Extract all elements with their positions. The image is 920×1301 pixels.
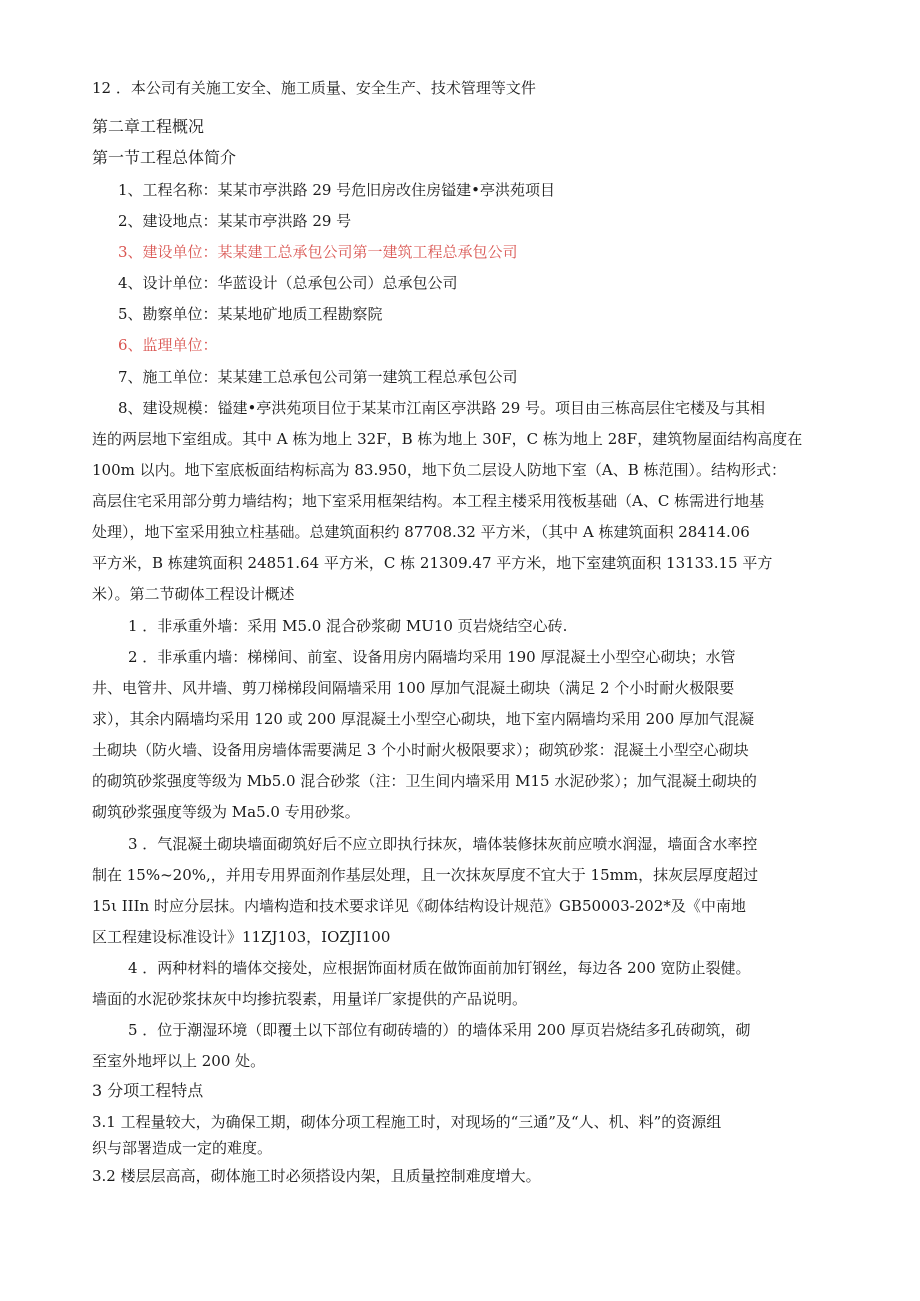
masonry-item-2-line: 井、电管井、风井墙、剪刀梯梯段间隔墙采用 100 厚加气混凝土砌块（满足 2 个小时耐火极限要 bbox=[92, 679, 735, 697]
scale-line: 高层住宅采用部分剪力墙结构；地下室采用框架结构。本工程主楼采用筏板基础（A、C 栋需进行地基 bbox=[92, 492, 765, 510]
masonry-item-3-line bbox=[92, 927, 390, 947]
masonry-item-3-standard: IOZJI100 bbox=[321, 928, 391, 946]
masonry-item-3-line: 制在 15%~20%,，并用专用界面剂作基层处理，且一次抹灰厚度不宜大于 15mm，抹灰层厚度超过 bbox=[92, 866, 759, 884]
section-1-title: 第一节工程总体简介 bbox=[92, 148, 237, 167]
masonry-item-2-line: 求），其余内隔墙均采用 120 或 200 厚混凝土小型空心砌块，地下室内隔墙均采用 200 厚加气混凝 bbox=[92, 710, 755, 728]
masonry-item-5-line: 至室外地坪以上 200 处。 bbox=[92, 1052, 266, 1070]
masonry-item-3-line: 3 ．气混凝土砌块墙面砌筑好后不应立即执行抹灰，墙体装修抹灰前应喷水润湿，墙面含水率控 bbox=[128, 835, 758, 853]
info-survey: 5、勘察单位：某某地矿地质工程勘察院 bbox=[118, 305, 383, 323]
masonry-item-3-line: 15ι IIIn 时应分层抹。内墙构造和技术要求详见《砌体结构设计规范》GB50003-202*及《中南地 bbox=[92, 897, 746, 915]
masonry-item-3-text: 区工程建设标准设计》11ZJ103， bbox=[92, 928, 322, 946]
info-developer: 3、建设单位：某某建工总承包公司第一建筑工程总承包公司 bbox=[118, 243, 518, 261]
masonry-item-2-line: 2 ．非承重内墙：梯梯间、前室、设备用房内隔墙均采用 190 厚混凝土小型空心砌块；水管 bbox=[128, 648, 736, 666]
info-location: 2、建设地点：某某市亭洪路 29 号 bbox=[118, 212, 352, 230]
masonry-item-4-line: 墙面的水泥砂浆抹灰中均掺抗裂素，用量详厂家提供的产品说明。 bbox=[92, 990, 528, 1008]
masonry-item-5-line: 5 ．位于潮湿环境（即覆土以下部位有砌砖墙的）的墙体采用 200 厚页岩烧结多孔砖砌筑，砌 bbox=[128, 1021, 751, 1039]
masonry-item-2-line: 的砌筑砂浆强度等级为 Mb5.0 混合砂浆（注：卫生间内墙采用 M15 水泥砂浆）；加气混凝土砌块的 bbox=[92, 772, 757, 790]
scale-line: 100m 以内。地下室底板面结构标高为 83.950，地下负二层设人防地下室（A、B 栋范围）。结构形式： bbox=[92, 461, 787, 479]
feature-3-2: 3.2 楼层层高高，砌体施工时必须搭设内架，且质量控制难度增大。 bbox=[92, 1167, 541, 1185]
masonry-item-1: 1 ．非承重外墙：采用 M5.0 混合砂浆砌 MU10 页岩烧结空心砖. bbox=[128, 617, 568, 635]
item-12: 12 ．本公司有关施工安全、施工质量、安全生产、技术管理等文件 bbox=[92, 79, 536, 97]
info-contractor: 7、施工单位：某某建工总承包公司第一建筑工程总承包公司 bbox=[118, 368, 518, 386]
chapter-2-title: 第二章工程概况 bbox=[92, 117, 205, 136]
feature-3-1-line: 3.1 工程量较大，为确保工期，砌体分项工程施工时，对现场的“三通”及“人、机、料”的资源组 bbox=[92, 1113, 722, 1131]
section-3-title: 3 分项工程特点 bbox=[92, 1081, 204, 1100]
feature-3-1-line: 织与部署造成一定的难度。 bbox=[92, 1139, 273, 1157]
scale-line: 处理），地下室采用独立柱基础。总建筑面积约 87708.32 平方米，（其中 A 栋建筑面积 28414.06 bbox=[92, 523, 750, 541]
scale-line: 8、建设规模：镒建•亭洪苑项目位于某某市江南区亭洪路 29 号。项目由三栋高层住宅楼及与其相 bbox=[118, 399, 766, 417]
scale-line: 平方米，B 栋建筑面积 24851.64 平方米，C 栋 21309.47 平方米，地下室建筑面积 13133.15 平方 bbox=[92, 554, 773, 572]
scale-line: 连的两层地下室组成。其中 A 栋为地上 32F，B 栋为地上 30F，C 栋为地上 28F，建筑物屋面结构高度在 bbox=[92, 430, 803, 448]
masonry-item-2-line: 砌筑砂浆强度等级为 Ma5.0 专用砂浆。 bbox=[92, 803, 360, 821]
info-supervisor: 6、监理单位： bbox=[118, 336, 218, 354]
masonry-item-2-line: 土砌块（防火墙、设备用房墙体需要满足 3 个小时耐火极限要求）；砌筑砂浆：混凝土小型空心砌块 bbox=[92, 741, 749, 759]
info-project-name: 1、工程名称：某某市亭洪路 29 号危旧房改住房镒建•亭洪苑项目 bbox=[118, 181, 556, 199]
masonry-item-4-line: 4 ．两种材料的墙体交接处，应根据饰面材质在做饰面前加钉钢丝，每边各 200 宽防止裂健。 bbox=[128, 959, 751, 977]
scale-line: 米）。第二节砌体工程设计概述 bbox=[92, 585, 295, 603]
info-designer: 4、设计单位：华蓝设计（总承包公司）总承包公司 bbox=[118, 274, 458, 292]
